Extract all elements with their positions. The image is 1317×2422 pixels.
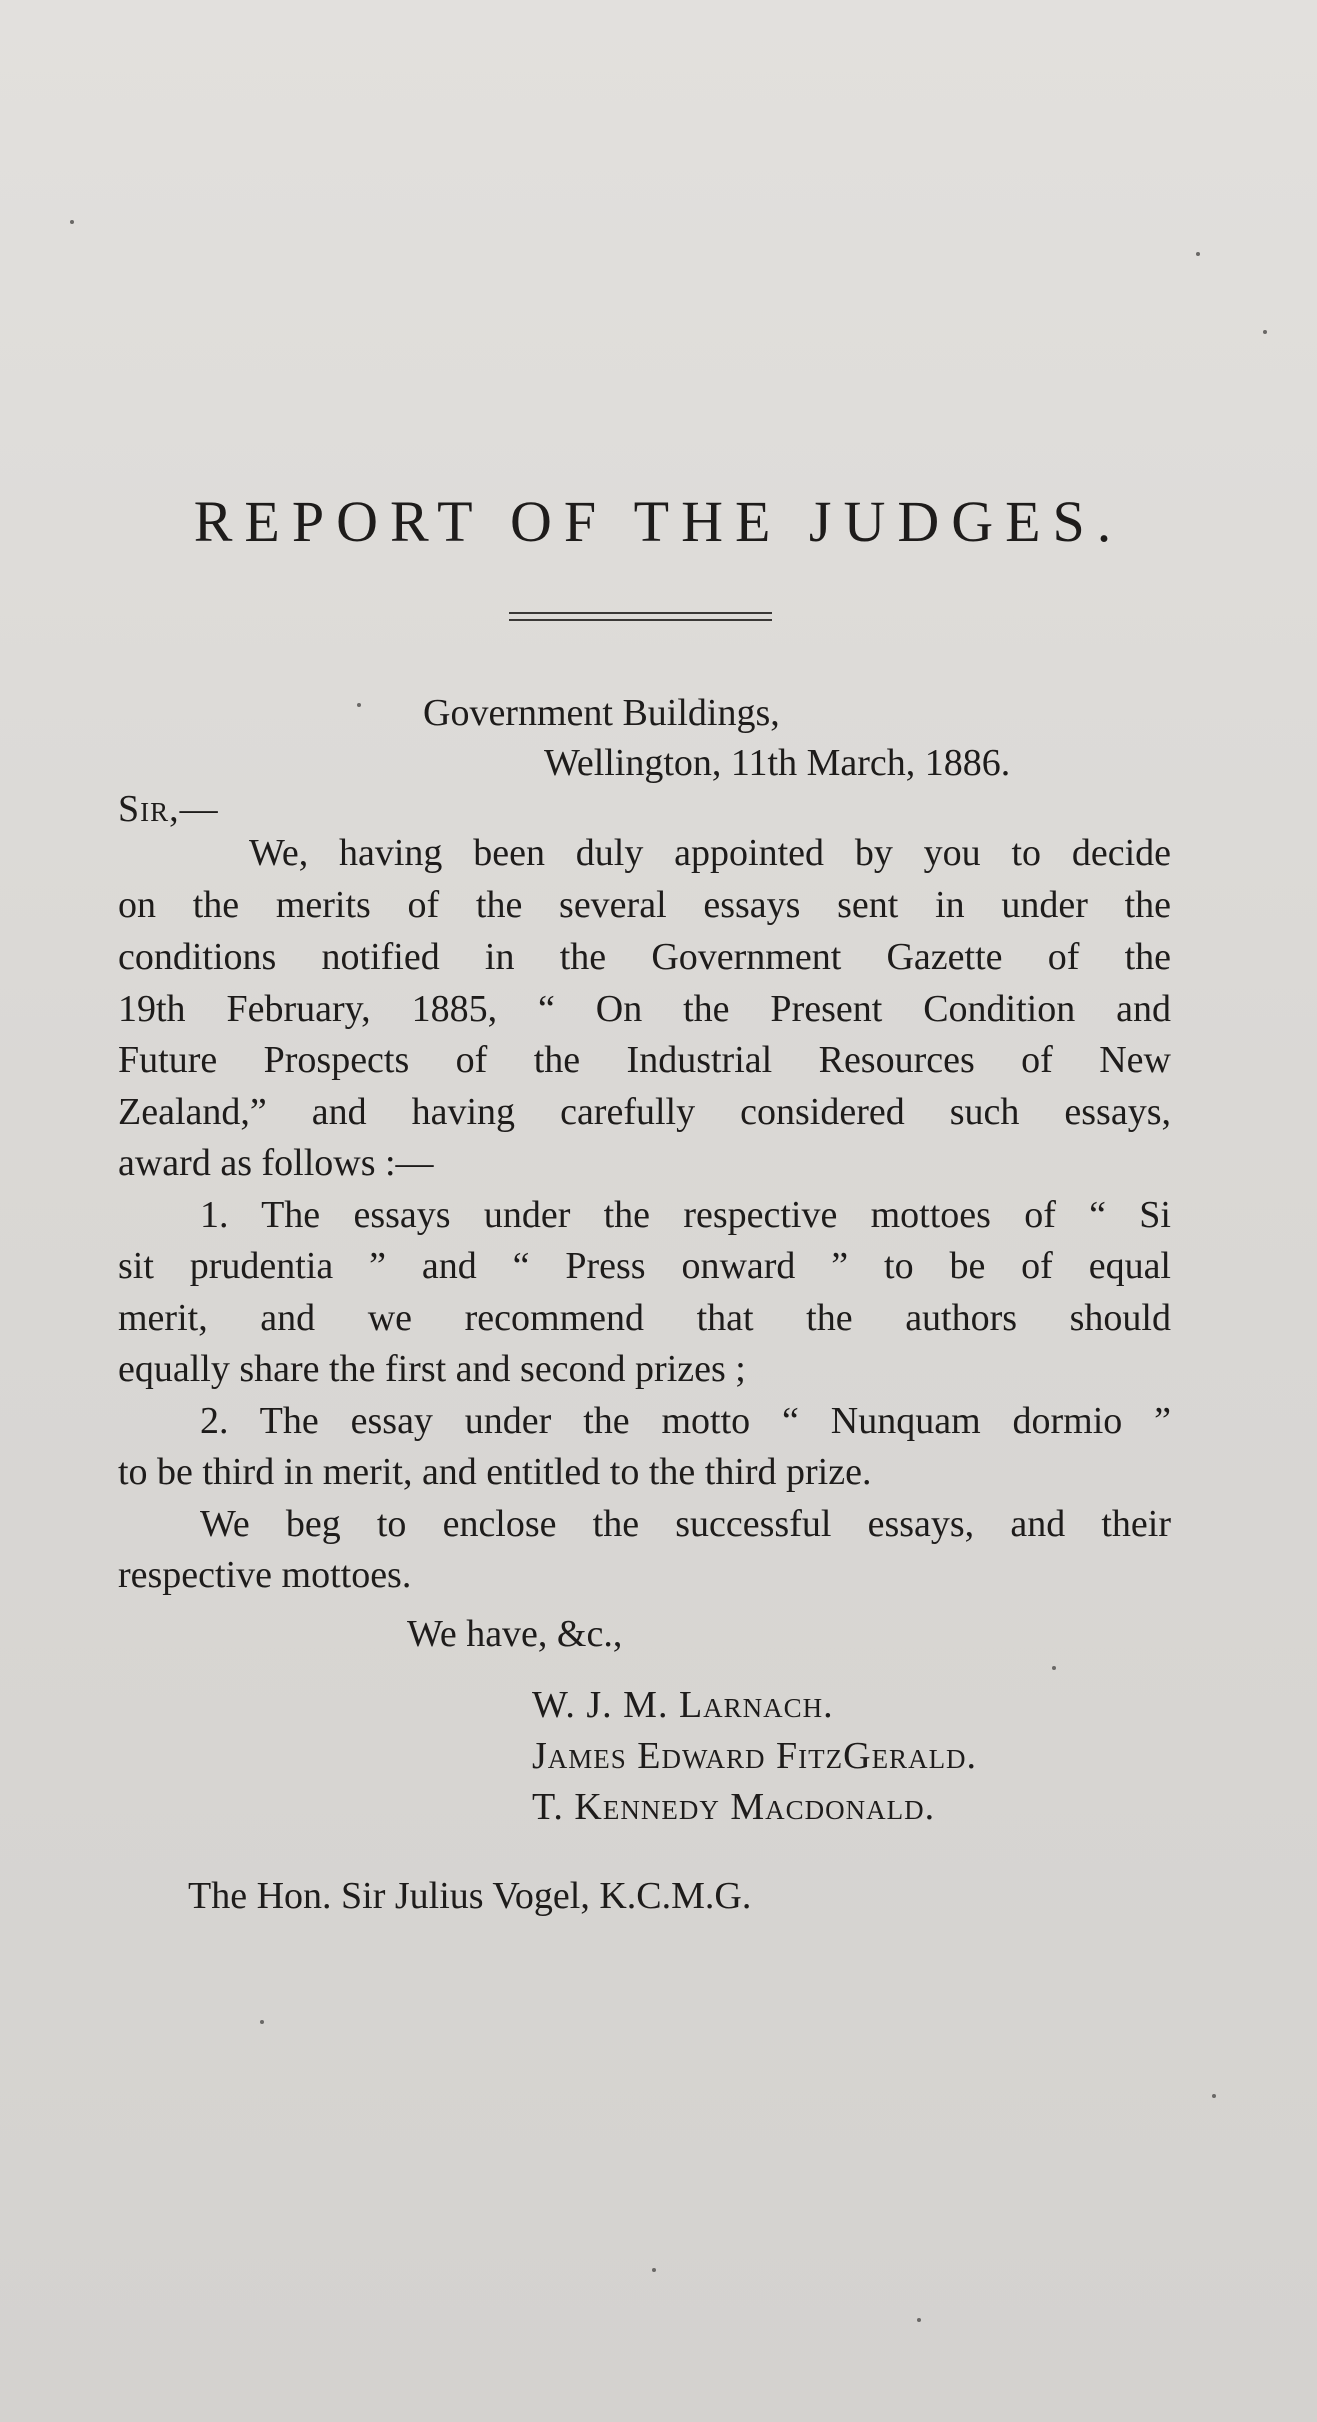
body-line: We beg to enclose the successful essays, and their — [200, 1503, 1171, 1545]
list-item-1-line: equally share the first and second prizes ; — [118, 1348, 746, 1390]
signatory: T. Kennedy Macdonald. — [532, 1786, 936, 1828]
body-line: respective mottoes. — [118, 1554, 412, 1596]
paper-speck — [652, 2268, 656, 2272]
body-line: award as follows :— — [118, 1142, 434, 1184]
list-item-2-line: 2. The essay under the motto “ Nunquam dormio ” — [200, 1400, 1171, 1442]
addressee: The Hon. Sir Julius Vogel, K.C.M.G. — [188, 1875, 752, 1917]
paper-speck — [1052, 1666, 1056, 1670]
body-line: on the merits of the several essays sent in under the — [118, 884, 1171, 926]
paper-speck — [357, 703, 361, 707]
body-line: conditions notified in the Government Gazette of the — [118, 936, 1171, 978]
address-line-1: Government Buildings, — [423, 692, 780, 734]
paper-speck — [1212, 2094, 1216, 2098]
list-item-1-line: 1. The essays under the respective mottoes of “ Si — [200, 1194, 1171, 1236]
body-line: 19th February, 1885, “ On the Present Condition and — [118, 988, 1171, 1030]
salutation: Sir,— — [118, 788, 219, 830]
list-item-1-line: merit, and we recommend that the authors should — [118, 1297, 1171, 1339]
list-item-2-line: to be third in merit, and entitled to the third prize. — [118, 1451, 872, 1493]
page-title: REPORT OF THE JUDGES. — [193, 489, 1124, 554]
paper-speck — [1196, 252, 1200, 256]
paper-speck — [260, 2020, 264, 2024]
list-item-1-line: sit prudentia ” and “ Press onward ” to be of equal — [118, 1245, 1171, 1287]
body-line: We, having been duly appointed by you to decide — [249, 832, 1171, 874]
paper-speck — [70, 220, 74, 224]
body-line: Zealand,” and having carefully considered such essays, — [118, 1091, 1171, 1133]
body-line: Future Prospects of the Industrial Resources of New — [118, 1039, 1171, 1081]
title-double-rule — [509, 612, 772, 621]
address-line-2: Wellington, 11th March, 1886. — [544, 742, 1011, 784]
signatory: James Edward FitzGerald. — [532, 1735, 978, 1777]
paper-speck — [1263, 330, 1267, 334]
closing: We have, &c., — [407, 1613, 623, 1655]
signatory: W. J. M. Larnach. — [532, 1684, 834, 1726]
paper-speck — [917, 2318, 921, 2322]
